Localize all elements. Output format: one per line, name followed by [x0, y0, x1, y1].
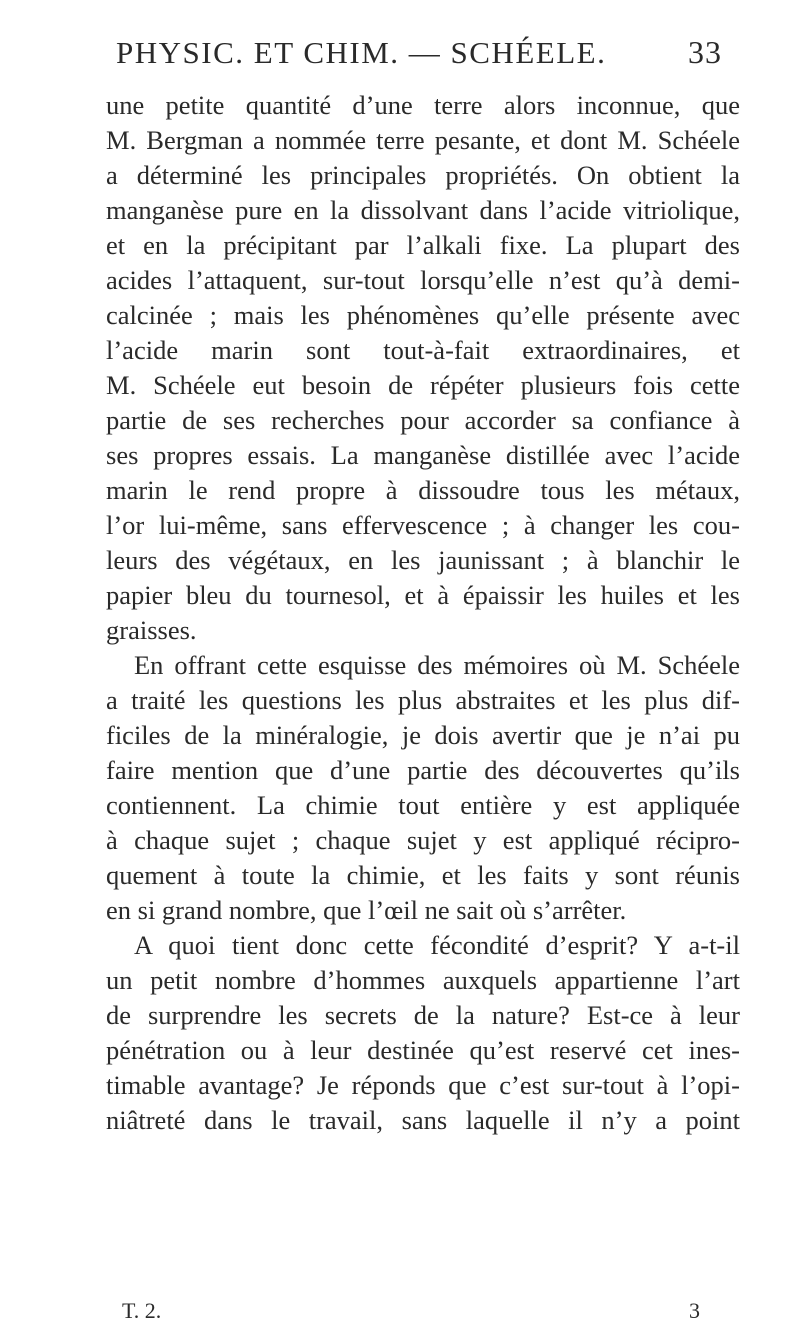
- text-line: En offrant cette esquisse des mémoires où M. Schéele: [134, 650, 740, 680]
- text-line: manganèse pure en la dissolvant dans l’acide vitriolique,: [106, 195, 740, 225]
- text-line: timable avantage? Je réponds que c’est sur-tout à l’opi-: [106, 1070, 740, 1100]
- text-line: acides l’attaquent, sur-tout lorsqu’elle n’est qu’à demi-: [106, 265, 740, 295]
- text-line: une petite quantité d’une terre alors inconnue, que: [106, 90, 740, 120]
- text-line: a déterminé les principales propriétés. On obtient la: [106, 160, 740, 190]
- paragraph-2: [106, 648, 740, 928]
- running-title: PHYSIC. ET CHIM. — SCHÉELE.: [116, 35, 607, 70]
- text-line: partie de ses recherches pour accorder sa confiance à: [106, 405, 740, 435]
- text-line: à chaque sujet ; chaque sujet y est appliqué récipro-: [106, 825, 740, 855]
- paragraph-3: [106, 928, 740, 1138]
- text-line: papier bleu du tournesol, et à épaissir les huiles et les: [106, 580, 740, 610]
- text-line: A quoi tient donc cette fécondité d’esprit? Y a-t-il: [134, 930, 740, 960]
- signature-mark: 3: [689, 1298, 700, 1323]
- text-line: pénétration ou à leur destinée qu’est reservé cet ines-: [106, 1035, 740, 1065]
- text-line: ses propres essais. La manganèse distillée avec l’acide: [106, 440, 740, 470]
- text-line: un petit nombre d’hommes auxquels appartienne l’art: [106, 965, 740, 995]
- page-number: 33: [688, 34, 722, 70]
- text-line: marin le rend propre à dissoudre tous les métaux,: [106, 475, 740, 505]
- volume-mark: T. 2.: [122, 1298, 162, 1323]
- page-footer: [122, 1298, 700, 1324]
- paragraph-1: [106, 88, 740, 648]
- text-line: contiennent. La chimie tout entière y est appliquée: [106, 790, 740, 820]
- text-line: faire mention que d’une partie des découvertes qu’ils: [106, 755, 740, 785]
- text-line: l’acide marin sont tout-à-fait extraordinaires, et: [106, 335, 740, 365]
- text-line: graisses.: [106, 615, 197, 645]
- text-line: l’or lui-même, sans effervescence ; à changer les cou-: [106, 510, 740, 540]
- text-line: quement à toute la chimie, et les faits y sont réunis: [106, 860, 740, 890]
- text-line: et en la précipitant par l’alkali fixe. La plupart des: [106, 230, 740, 260]
- text-line: en si grand nombre, que l’œil ne sait où s’arrêter.: [106, 895, 627, 925]
- text-line: M. Schéele eut besoin de répéter plusieurs fois cette: [106, 370, 740, 400]
- text-line: niâtreté dans le travail, sans laquelle il n’y a point: [106, 1105, 740, 1135]
- running-header: [110, 34, 722, 74]
- body-text: [106, 88, 740, 1138]
- text-line: de surprendre les secrets de la nature? Est-ce à leur: [106, 1000, 740, 1030]
- text-line: a traité les questions les plus abstraites et les plus dif-: [106, 685, 740, 715]
- text-line: ficiles de la minéralogie, je dois avertir que je n’ai pu: [106, 720, 740, 750]
- text-line: leurs des végétaux, en les jaunissant ; à blanchir le: [106, 545, 740, 575]
- text-line: M. Bergman a nommée terre pesante, et dont M. Schéele: [106, 125, 740, 155]
- text-line: calcinée ; mais les phénomènes qu’elle présente avec: [106, 300, 740, 330]
